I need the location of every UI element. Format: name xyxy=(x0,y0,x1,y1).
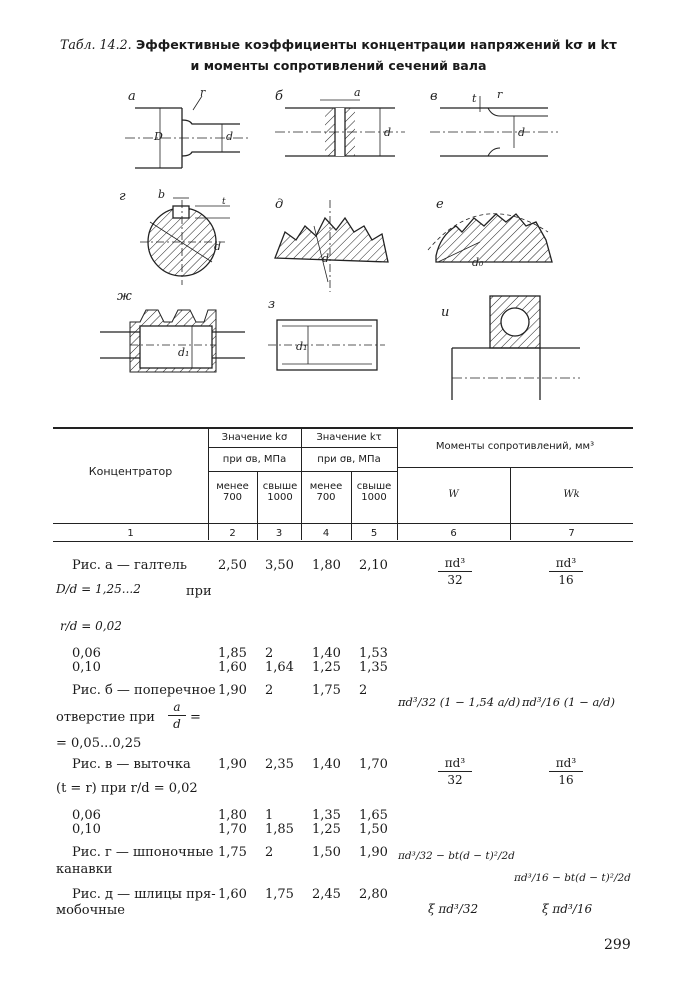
colnum-4: 4 xyxy=(322,528,330,539)
row-a2-c5: 1,35 xyxy=(359,660,388,675)
figure-d-splines xyxy=(275,200,388,292)
row-d-v3: 1,75 xyxy=(265,887,294,902)
table-header xyxy=(53,427,633,523)
row-v1-c5: 1,65 xyxy=(359,808,388,823)
row-d-v2: 1,60 xyxy=(218,887,247,902)
fig-e-d0: d₀ xyxy=(472,256,484,269)
row-b-W: πd³/32 (1 − 1,54 a/d) xyxy=(398,695,521,709)
fig-a-r: r xyxy=(200,86,206,99)
row-a-text3: r/d = 0,02 xyxy=(60,619,122,633)
fig-zh-d1: d₁ xyxy=(178,346,190,359)
row-v-text2: (t = r) при r/d = 0,02 xyxy=(56,781,198,796)
row-b-Wk: πd³/16 (1 − a/d) xyxy=(522,695,616,709)
row-v-v2: 1,90 xyxy=(218,757,247,772)
figure-z-thread xyxy=(268,320,385,370)
row-v-v3: 2,35 xyxy=(265,757,294,772)
row-a2-c4: 1,25 xyxy=(312,660,341,675)
row-b-v4: 1,75 xyxy=(312,683,341,698)
row-b-text3: = 0,05...0,25 xyxy=(56,736,142,751)
figure-i-bearing xyxy=(452,296,580,400)
row-a-text2: при xyxy=(186,584,212,599)
colnum-1: 1 xyxy=(127,528,134,539)
row-d-v4: 2,45 xyxy=(312,887,341,902)
row-a-v3: 3,50 xyxy=(265,558,294,573)
row-g-v2: 1,75 xyxy=(218,845,247,860)
row-b-text2: отверстие при xyxy=(56,710,155,725)
fig-label-d: д xyxy=(275,197,284,212)
row-v2-c5: 1,50 xyxy=(359,822,388,837)
fig-dd-d: d xyxy=(322,252,330,265)
row-b-frac-ad: $\frac{a}{d}$ xyxy=(168,700,186,731)
row-v2-c3: 1,85 xyxy=(265,822,294,837)
shaft-figures xyxy=(0,0,677,420)
col-W: W xyxy=(448,489,459,500)
col-over-1000-2: свыше 1000 xyxy=(356,481,392,503)
row-v-v4: 1,40 xyxy=(312,757,341,772)
row-g-v5: 1,90 xyxy=(359,845,388,860)
row-v2-c2: 1,70 xyxy=(218,822,247,837)
row-a-v2: 2,50 xyxy=(218,558,247,573)
figure-zh-gear xyxy=(100,310,245,372)
col-less-700-1: менее 700 xyxy=(216,481,249,503)
row-v1-c3: 1 xyxy=(265,808,274,823)
table-title-line2: и моменты сопротивлений сечений вала xyxy=(190,58,487,73)
col-less-700-2: менее 700 xyxy=(309,481,343,503)
row-b-v5: 2 xyxy=(359,683,368,698)
row-g-text1: Рис. г — шпоночные xyxy=(72,845,214,860)
row-a1-c3: 2 xyxy=(265,646,274,661)
fig-g-d: d xyxy=(214,240,222,253)
fig-label-v: в xyxy=(430,89,438,104)
row-d-Wk: ξ πd³/16 xyxy=(542,902,593,916)
colnum-3: 3 xyxy=(275,528,283,539)
row-v-v5: 1,70 xyxy=(359,757,388,772)
row-a-W: $\frac{\text{πd³}}{32}$ xyxy=(438,556,472,587)
colnum-6: 6 xyxy=(450,528,457,539)
row-b-text1: Рис. б — поперечное xyxy=(72,683,216,698)
page-number: 299 xyxy=(604,937,631,953)
fig-g-t: t xyxy=(222,197,226,207)
row-g-text2: канавки xyxy=(56,862,113,877)
table-title-prefix: Табл. 14.2. xyxy=(59,37,132,52)
fig-b-a: a xyxy=(354,86,361,99)
row-d-v5: 2,80 xyxy=(359,887,388,902)
row-a-paren: D/d = 1,25...2 xyxy=(56,582,141,596)
fig-label-g: г xyxy=(119,189,126,204)
col-sigma-b-2: при σв, МПа xyxy=(317,454,381,465)
row-a-text1: Рис. а — галтель xyxy=(72,558,188,573)
row-a1-c4: 1,40 xyxy=(312,646,341,661)
fig-label-a: а xyxy=(128,89,136,104)
row-b-v2: 1,90 xyxy=(218,683,247,698)
fig-label-z: з xyxy=(268,297,276,312)
row-a2-c2: 1,60 xyxy=(218,660,247,675)
row-a2-c3: 1,64 xyxy=(265,660,294,675)
fig-a-d: d xyxy=(226,130,234,143)
row-d-text1: Рис. д — шлицы пря- xyxy=(72,887,216,902)
fig-v-r: r xyxy=(497,88,503,101)
fig-label-zh: ж xyxy=(117,289,132,304)
row-a-Wk: $\frac{\text{πd³}}{16}$ xyxy=(549,556,583,587)
row-v1-c1: 0,06 xyxy=(72,808,101,823)
col-k-tau: Значение kτ xyxy=(316,432,382,443)
row-v1-c2: 1,80 xyxy=(218,808,247,823)
col-over-1000-1: свыше 1000 xyxy=(262,481,298,503)
row-a-v5: 2,10 xyxy=(359,558,388,573)
row-v2-c1: 0,10 xyxy=(72,822,101,837)
col-k-sigma: Значение kσ xyxy=(221,432,288,443)
fig-b-d: d xyxy=(384,126,392,139)
col-Wk: Wk xyxy=(563,489,580,500)
col-sigma-b-1: при σв, МПа xyxy=(222,454,287,465)
row-g-v3: 2 xyxy=(265,845,274,860)
row-v-Wk: $\frac{\text{πd³}}{16}$ xyxy=(549,756,583,787)
fig-z-d1: d₁ xyxy=(296,340,308,353)
figure-v-groove xyxy=(430,96,558,156)
row-a1-c2: 1,85 xyxy=(218,646,247,661)
row-v2-c4: 1,25 xyxy=(312,822,341,837)
colnum-2: 2 xyxy=(229,528,236,539)
row-g-Wk: πd³/16 − bt(d − t)²/2d xyxy=(514,872,631,884)
colnum-7: 7 xyxy=(568,528,575,539)
row-g-v4: 1,50 xyxy=(312,845,341,860)
colnum-5: 5 xyxy=(370,528,378,539)
row-d-W: ξ πd³/32 xyxy=(428,902,479,916)
row-a1-c1: 0,06 xyxy=(72,646,101,661)
figure-e-involute xyxy=(428,214,552,262)
row-v1-c4: 1,35 xyxy=(312,808,341,823)
col-moments: Моменты сопротивлений, мм³ xyxy=(435,441,595,452)
row-b-v3: 2 xyxy=(265,683,274,698)
row-g-W: πd³/32 − bt(d − t)²/2d xyxy=(398,850,515,862)
col-concentrator: Концентратор xyxy=(88,465,173,478)
row-a1-c5: 1,53 xyxy=(359,646,388,661)
fig-label-i: и xyxy=(441,305,450,320)
fig-label-e: е xyxy=(436,197,444,212)
row-v-text1: Рис. в — выточка xyxy=(72,757,191,772)
fig-v-t: t xyxy=(472,92,477,105)
fig-a-D: D xyxy=(154,130,163,143)
fig-label-b: б xyxy=(275,89,283,104)
table-title-line1: Эффективные коэффициенты концентрации напряжений kσ и kτ xyxy=(136,37,618,52)
fig-g-b: b xyxy=(158,188,166,201)
row-a2-c1: 0,10 xyxy=(72,660,101,675)
row-v-W: $\frac{\text{πd³}}{32}$ xyxy=(438,756,472,787)
row-a-v4: 1,80 xyxy=(312,558,341,573)
fig-v-d: d xyxy=(518,126,526,139)
row-d-text2: мобочные xyxy=(56,903,125,918)
